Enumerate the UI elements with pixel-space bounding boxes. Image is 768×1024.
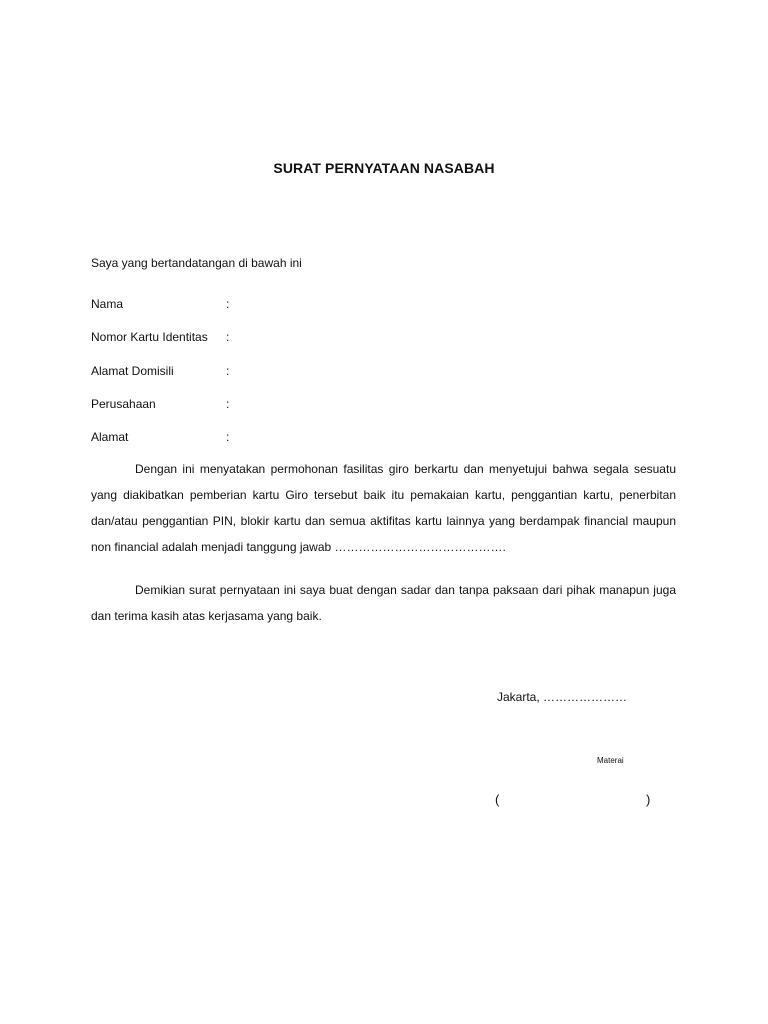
intro-text: Saya yang bertandatangan di bawah ini (91, 256, 302, 270)
field-label: Nomor Kartu Identitas (91, 330, 208, 344)
signature-open-paren: ( (495, 792, 500, 807)
signature-name-field (506, 792, 642, 810)
field-label: Perusahaan (91, 397, 156, 411)
field-colon: : (226, 330, 230, 344)
signature-close-paren: ) (646, 792, 651, 807)
field-label: Nama (91, 297, 124, 311)
field-label: Alamat (91, 430, 129, 444)
document-title: SURAT PERNYATAAN NASABAH (273, 160, 495, 176)
field-colon: : (226, 430, 230, 444)
materai-label: Materai (597, 756, 624, 765)
place-date: Jakarta, ………………… (497, 690, 628, 704)
field-colon: : (226, 364, 230, 378)
field-colon: : (226, 397, 230, 411)
field-colon: : (226, 297, 230, 311)
closing-paragraph: Demikian surat pernyataan ini saya buat dengan sadar dan tanpa paksaan dari pihak manapun juga dan terima kasih atas kerjasama yang baik. (91, 583, 676, 623)
statement-paragraph: Dengan ini menyatakan permohonan fasilitas giro berkartu dan menyetujui bahwa segala sesuatu yang diakibatkan pemberian kartu Giro tersebut baik itu pemakaian kartu, penggantian kartu, penerbitan dan/atau penggantian PIN, blokir kartu dan semua aktifitas kartu lainnya yang berdampak financial maupun non financial adalah menjadi tanggung jawab ……………………………………. (91, 462, 676, 554)
field-label: Alamat Domisili (91, 364, 174, 378)
